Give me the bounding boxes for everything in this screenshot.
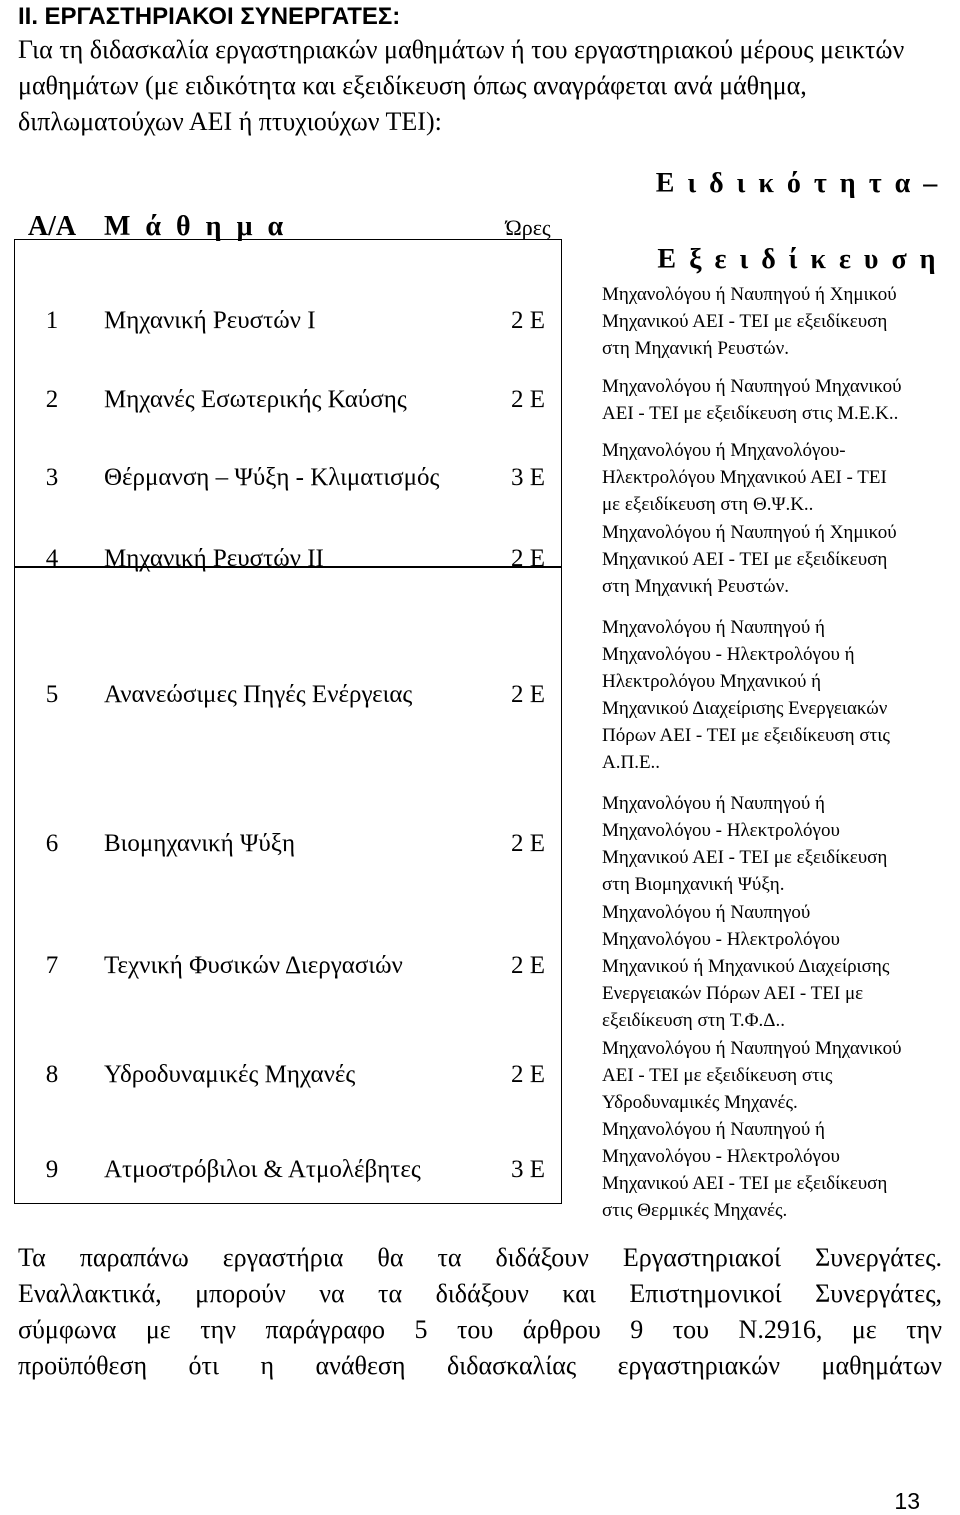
spec-line: Μηχανικού ΑΕΙ - ΤΕΙ με εξειδίκευση xyxy=(602,847,888,868)
table-row xyxy=(14,363,960,437)
row-num: 4 xyxy=(45,545,59,572)
row-specialty xyxy=(602,898,960,1034)
page-number: 13 xyxy=(894,1488,920,1514)
spec-line: Μηχανικού ΑΕΙ - ΤΕΙ με εξειδίκευση xyxy=(602,1173,888,1194)
row-hours: 2 Ε xyxy=(510,307,546,334)
row-num: 6 xyxy=(45,830,59,857)
header-specialty-line1: Ε ι δ ι κ ό τ η τ α – xyxy=(655,168,941,199)
footer-line: Εναλλακτικά, μπορούν να τα διδάξουν και Επιστημονικοί Συνεργάτες, xyxy=(18,1279,942,1308)
row-num: 1 xyxy=(45,307,59,334)
spec-line: Μηχανικού Διαχείρισης Ενεργειακών xyxy=(602,698,888,719)
section-title: ΕΡΓΑΣΤΗΡΙΑΚΟΙ ΣΥΝΕΡΓΑΤΕΣ: xyxy=(44,3,401,30)
row-course: Μηχανική Ρευστών ΙΙ xyxy=(104,545,324,572)
footer-paragraph xyxy=(18,1240,942,1384)
spec-line: Ενεργειακών Πόρων ΑΕΙ - ΤΕΙ με xyxy=(602,982,864,1004)
spec-line: Μηχανικού ΑΕΙ - ΤΕΙ με εξειδίκευση xyxy=(602,548,888,570)
spec-line: Α.Π.Ε.. xyxy=(602,752,661,773)
row-hours: 2 Ε xyxy=(510,545,546,572)
footer-line: προϋπόθεση ότι η ανάθεση διδασκαλίας εργαστηριακών μαθημάτων xyxy=(18,1351,942,1380)
spec-line: Μηχανολόγου ή Ναυπηγού ή Χημικού xyxy=(602,283,897,305)
row-course: Υδροδυναμικές Μηχανές xyxy=(104,1061,356,1088)
row-num: 7 xyxy=(45,952,59,979)
spec-line: Μηχανολόγου - Ηλεκτρολόγου ή xyxy=(602,644,855,665)
row-num: 5 xyxy=(45,681,59,708)
table-row xyxy=(14,279,960,363)
table-row xyxy=(14,600,960,790)
spec-line: Μηχανολόγου ή Ναυπηγού ή xyxy=(602,793,825,814)
row-num: 8 xyxy=(45,1061,59,1088)
spec-line: Πόρων ΑΕΙ - ΤΕΙ με εξειδίκευση στις xyxy=(602,725,890,746)
row-specialty xyxy=(602,363,960,437)
table-row xyxy=(14,1116,960,1224)
spec-line: Μηχανολόγου ή Ναυπηγού ή xyxy=(602,1119,825,1140)
row-specialty xyxy=(602,790,960,898)
row-num: 9 xyxy=(45,1156,59,1183)
row-hours: 2 Ε xyxy=(510,830,546,857)
spec-line: ΑΕΙ - ΤΕΙ με εξειδίκευση στις xyxy=(602,1064,833,1086)
row-hours: 3 Ε xyxy=(510,463,546,491)
row-course: Βιομηχανική Ψύξη xyxy=(104,830,296,857)
table-row xyxy=(14,437,960,518)
row-num: 3 xyxy=(45,463,59,491)
row-specialty xyxy=(602,1034,960,1116)
spec-line: στις Θερμικές Μηχανές. xyxy=(602,1200,788,1221)
section-number: II. xyxy=(18,3,39,30)
spec-line: Μηχανικού ΑΕΙ - ΤΕΙ με εξειδίκευση xyxy=(602,310,888,332)
spec-line: εξειδίκευση στη Τ.Φ.Δ.. xyxy=(602,1009,786,1031)
spec-line: Μηχανολόγου ή Ναυπηγού Μηχανικού xyxy=(602,376,902,397)
spec-line: στη Μηχανική Ρευστών. xyxy=(602,575,790,597)
row-course: Θέρμανση – Ψύξη - Κλιματισμός xyxy=(104,463,440,491)
row-hours: 3 Ε xyxy=(510,1156,546,1183)
footer-line: σύμφωνα με την παράγραφο 5 του άρθρου 9 του Ν.2916, με την xyxy=(18,1315,942,1344)
spec-line: Μηχανολόγου ή Ναυπηγού ή Χημικού xyxy=(602,521,897,543)
row-specialty xyxy=(602,600,960,790)
spec-line: Μηχανολόγου - Ηλεκτρολόγου xyxy=(602,928,840,950)
row-hours: 2 Ε xyxy=(510,1061,546,1088)
row-course: Ανανεώσιμες Πηγές Ενέργειας xyxy=(104,681,413,708)
table-row xyxy=(14,898,960,1034)
table-header-row xyxy=(14,163,960,279)
spec-line: Μηχανολόγου ή Ναυπηγού xyxy=(602,901,811,923)
row-specialty xyxy=(602,518,960,600)
header-course: Μ ά θ η μ α xyxy=(104,211,288,242)
spec-line: Ηλεκτρολόγου Μηχανικού ΑΕΙ - ΤΕΙ xyxy=(602,467,887,488)
section-heading xyxy=(18,0,948,33)
header-num: Α/Α xyxy=(27,211,77,242)
footer-line: Τα παραπάνω εργαστήρια θα τα διδάξουν Εργαστηριακοί Συνεργάτες. xyxy=(18,1243,942,1272)
spec-line: στη Μηχανική Ρευστών. xyxy=(602,337,790,359)
row-specialty xyxy=(602,437,960,518)
row-course: Μηχανική Ρευστών Ι xyxy=(104,307,316,334)
spec-line: Μηχανολόγου - Ηλεκτρολόγου xyxy=(602,1146,840,1167)
row-course: Τεχνική Φυσικών Διεργασιών xyxy=(104,952,403,979)
header-hours: Ώρες xyxy=(505,215,551,240)
spec-line: Μηχανολόγου - Ηλεκτρολόγου xyxy=(602,820,840,841)
spec-line: με εξειδίκευση στη Θ.Ψ.Κ.. xyxy=(602,494,814,515)
table-row xyxy=(14,790,960,898)
row-specialty xyxy=(602,279,960,363)
row-num: 2 xyxy=(45,386,59,413)
spec-line: Μηχανολόγου ή Ναυπηγού Μηχανικού xyxy=(602,1037,902,1059)
spec-line: Υδροδυναμικές Μηχανές. xyxy=(602,1091,798,1113)
spec-line: Ηλεκτρολόγου Μηχανικού ή xyxy=(602,671,822,692)
row-course: Ατμοστρόβιλοι & Ατμολέβητες xyxy=(104,1156,421,1183)
row-course: Μηχανές Εσωτερικής Καύσης xyxy=(104,386,407,413)
section-intro: Για τη διδασκαλία εργαστηριακών μαθημάτων ή του εργαστηριακού μέρους μεικτών μαθημάτων (με ειδικότητα και εξειδίκευση όπως αναγράφεται ανά μάθημα, διπλωματούχων ΑΕΙ ή πτυχιούχων ΤΕΙ): xyxy=(18,35,905,136)
table-row xyxy=(14,518,960,600)
header-specialty-line2: Ε ξ ε ι δ ί κ ε υ σ η xyxy=(657,244,939,275)
labs-table xyxy=(14,163,960,1224)
table-row xyxy=(14,1034,960,1116)
row-hours: 2 Ε xyxy=(510,952,546,979)
row-hours: 2 Ε xyxy=(510,681,546,708)
row-hours: 2 Ε xyxy=(510,386,546,413)
spec-line: Μηχανολόγου ή Μηχανολόγου- xyxy=(602,440,846,461)
spec-line: ΑΕΙ - ΤΕΙ με εξειδίκευση στις Μ.Ε.Κ.. xyxy=(602,403,899,424)
spec-line: Μηχανικού ή Μηχανικού Διαχείρισης xyxy=(602,955,890,977)
spec-line: Μηχανολόγου ή Ναυπηγού ή xyxy=(602,617,825,638)
header-specialty xyxy=(602,163,960,279)
spec-line: στη Βιομηχανική Ψύξη. xyxy=(602,874,785,895)
row-specialty xyxy=(602,1116,960,1224)
